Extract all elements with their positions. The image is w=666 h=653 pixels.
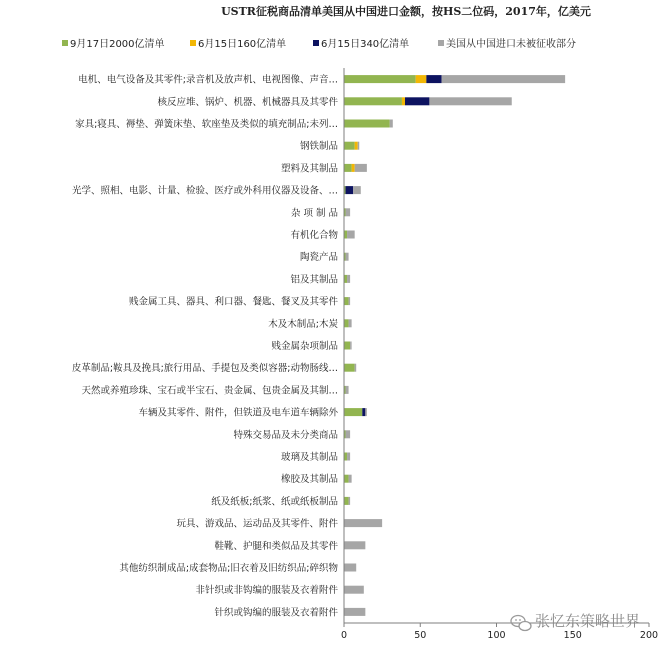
legend-swatch: [438, 40, 444, 46]
category-label: 特殊交易品及未分类商品: [233, 429, 338, 441]
bar-segment: [344, 75, 416, 83]
bar-segment: [344, 586, 364, 594]
bar-segment: [405, 97, 429, 105]
category-label: 皮革制品;鞍具及挽具;旅行用品、手提包及类似容器;动物肠线…: [71, 363, 338, 375]
category-label: 钢铁制品: [299, 141, 338, 153]
x-tick-label: 150: [563, 630, 582, 641]
bar-segment: [349, 497, 351, 505]
x-tick-label: 50: [414, 630, 427, 641]
category-label: 鞋靴、护腿和类似品及其零件: [214, 540, 338, 552]
category-label: 车辆及其零件、附件，但铁道及电车道车辆除外: [138, 407, 338, 419]
bar-segment: [358, 142, 360, 150]
bar-segment: [390, 120, 393, 128]
category-label: 玩具、游戏品、运动品及其零件、附件: [176, 518, 338, 530]
bar-segment: [344, 475, 349, 483]
legend-label: 9月17日2000亿清单: [70, 39, 165, 50]
bar-segment: [416, 75, 427, 83]
category-label: 光学、照相、电影、计量、检验、医疗或外科用仪器及设备、…: [71, 185, 338, 197]
category-label: 非针织或非钩编的服装及衣着附件: [195, 585, 338, 597]
bar-segment: [346, 253, 349, 261]
bar-segment: [344, 408, 362, 416]
bar-segment: [350, 342, 352, 350]
bar-segment: [442, 75, 566, 83]
bar-segment: [344, 97, 402, 105]
bar-segment: [349, 475, 352, 483]
category-label: 纸及纸板;纸浆、纸或纸板制品: [211, 496, 338, 508]
x-axis: [341, 68, 658, 641]
category-label: 电机、电气设备及其零件;录音机及放声机、电视图像、声音…: [78, 74, 338, 86]
legend-label: 6月15日160亿清单: [198, 39, 287, 50]
x-tick-label: 200: [639, 630, 659, 641]
legend: [62, 37, 576, 50]
legend-swatch: [62, 40, 68, 46]
category-label: 杂 项 制 品: [290, 207, 338, 219]
category-label: 玻璃及其制品: [280, 452, 338, 463]
category-label: 针织或钩编的服装及衣着附件: [214, 607, 338, 619]
bar-segment: [344, 497, 349, 505]
category-label: 核反应堆、锅炉、机器、机械器具及其零件: [157, 96, 338, 108]
legend-swatch: [313, 40, 319, 46]
category-label: 陶瓷产品: [299, 252, 338, 264]
bar-segment: [355, 364, 357, 372]
bar-segment: [344, 297, 349, 305]
bar-segment: [347, 453, 350, 461]
bar-segment: [429, 97, 511, 105]
bar-segment: [355, 164, 367, 172]
bar-segment: [349, 319, 352, 327]
bar-segment: [402, 97, 405, 105]
bar-segment: [365, 408, 367, 416]
bar-segment: [344, 164, 352, 172]
bar-segment: [344, 342, 350, 350]
bar-segment: [349, 297, 351, 305]
bar-segment: [362, 408, 365, 416]
bar-segment: [426, 75, 441, 83]
watermark: [511, 612, 640, 631]
category-label: 其他纺织制成品;成套物品;旧衣着及旧纺织品;碎织物: [119, 563, 338, 574]
legend-label: 6月15日340亿清单: [321, 39, 410, 50]
bar-segment: [344, 564, 356, 572]
category-label: 贱金属杂项制品: [271, 341, 338, 352]
bar-segment: [355, 142, 358, 150]
category-label: 家具;寝具、褥垫、弹簧床垫、软座垫及类似的填充制品;未列…: [75, 119, 338, 130]
category-label: 塑料及其制品: [280, 163, 338, 175]
category-label: 贱金属工具、器具、利口器、餐匙、餐叉及其零件: [128, 296, 338, 308]
bar-segment: [344, 608, 365, 616]
bar-segment: [344, 319, 349, 327]
category-label: 天然或养殖珍珠、宝石或半宝石、贵金属、包贵金属及其制…: [81, 385, 338, 397]
x-tick-label: 0: [340, 630, 348, 641]
category-label: 铝及其制品: [290, 274, 338, 286]
bar-segment: [346, 430, 351, 438]
bar-segment: [347, 231, 355, 239]
bar-segment: [346, 186, 354, 194]
bar-segment: [353, 186, 361, 194]
legend-label: 美国从中国进口未被征收部分: [446, 39, 576, 50]
category-label: 有机化合物: [290, 230, 338, 241]
bar-segment: [344, 541, 365, 549]
bar-segment: [344, 120, 390, 128]
bar-segment: [347, 275, 350, 283]
bar-segment: [346, 386, 349, 394]
bar-segment: [346, 208, 351, 216]
bar-segment: [352, 164, 355, 172]
category-label: 木及木制品;木炭: [268, 318, 338, 330]
bar-segment: [344, 142, 355, 150]
bars: [344, 75, 565, 616]
chart-title: USTR征税商品清单美国从中国进口金额，按HS二位码，2017年，亿美元: [221, 5, 591, 18]
bar-segment: [344, 519, 382, 527]
legend-swatch: [190, 40, 196, 46]
category-label: 橡胶及其制品: [280, 474, 338, 486]
watermark-text: 张忆东策略世界: [535, 612, 641, 630]
bar-segment: [344, 364, 355, 372]
category-labels: [72, 74, 339, 619]
x-tick-label: 100: [487, 630, 506, 641]
